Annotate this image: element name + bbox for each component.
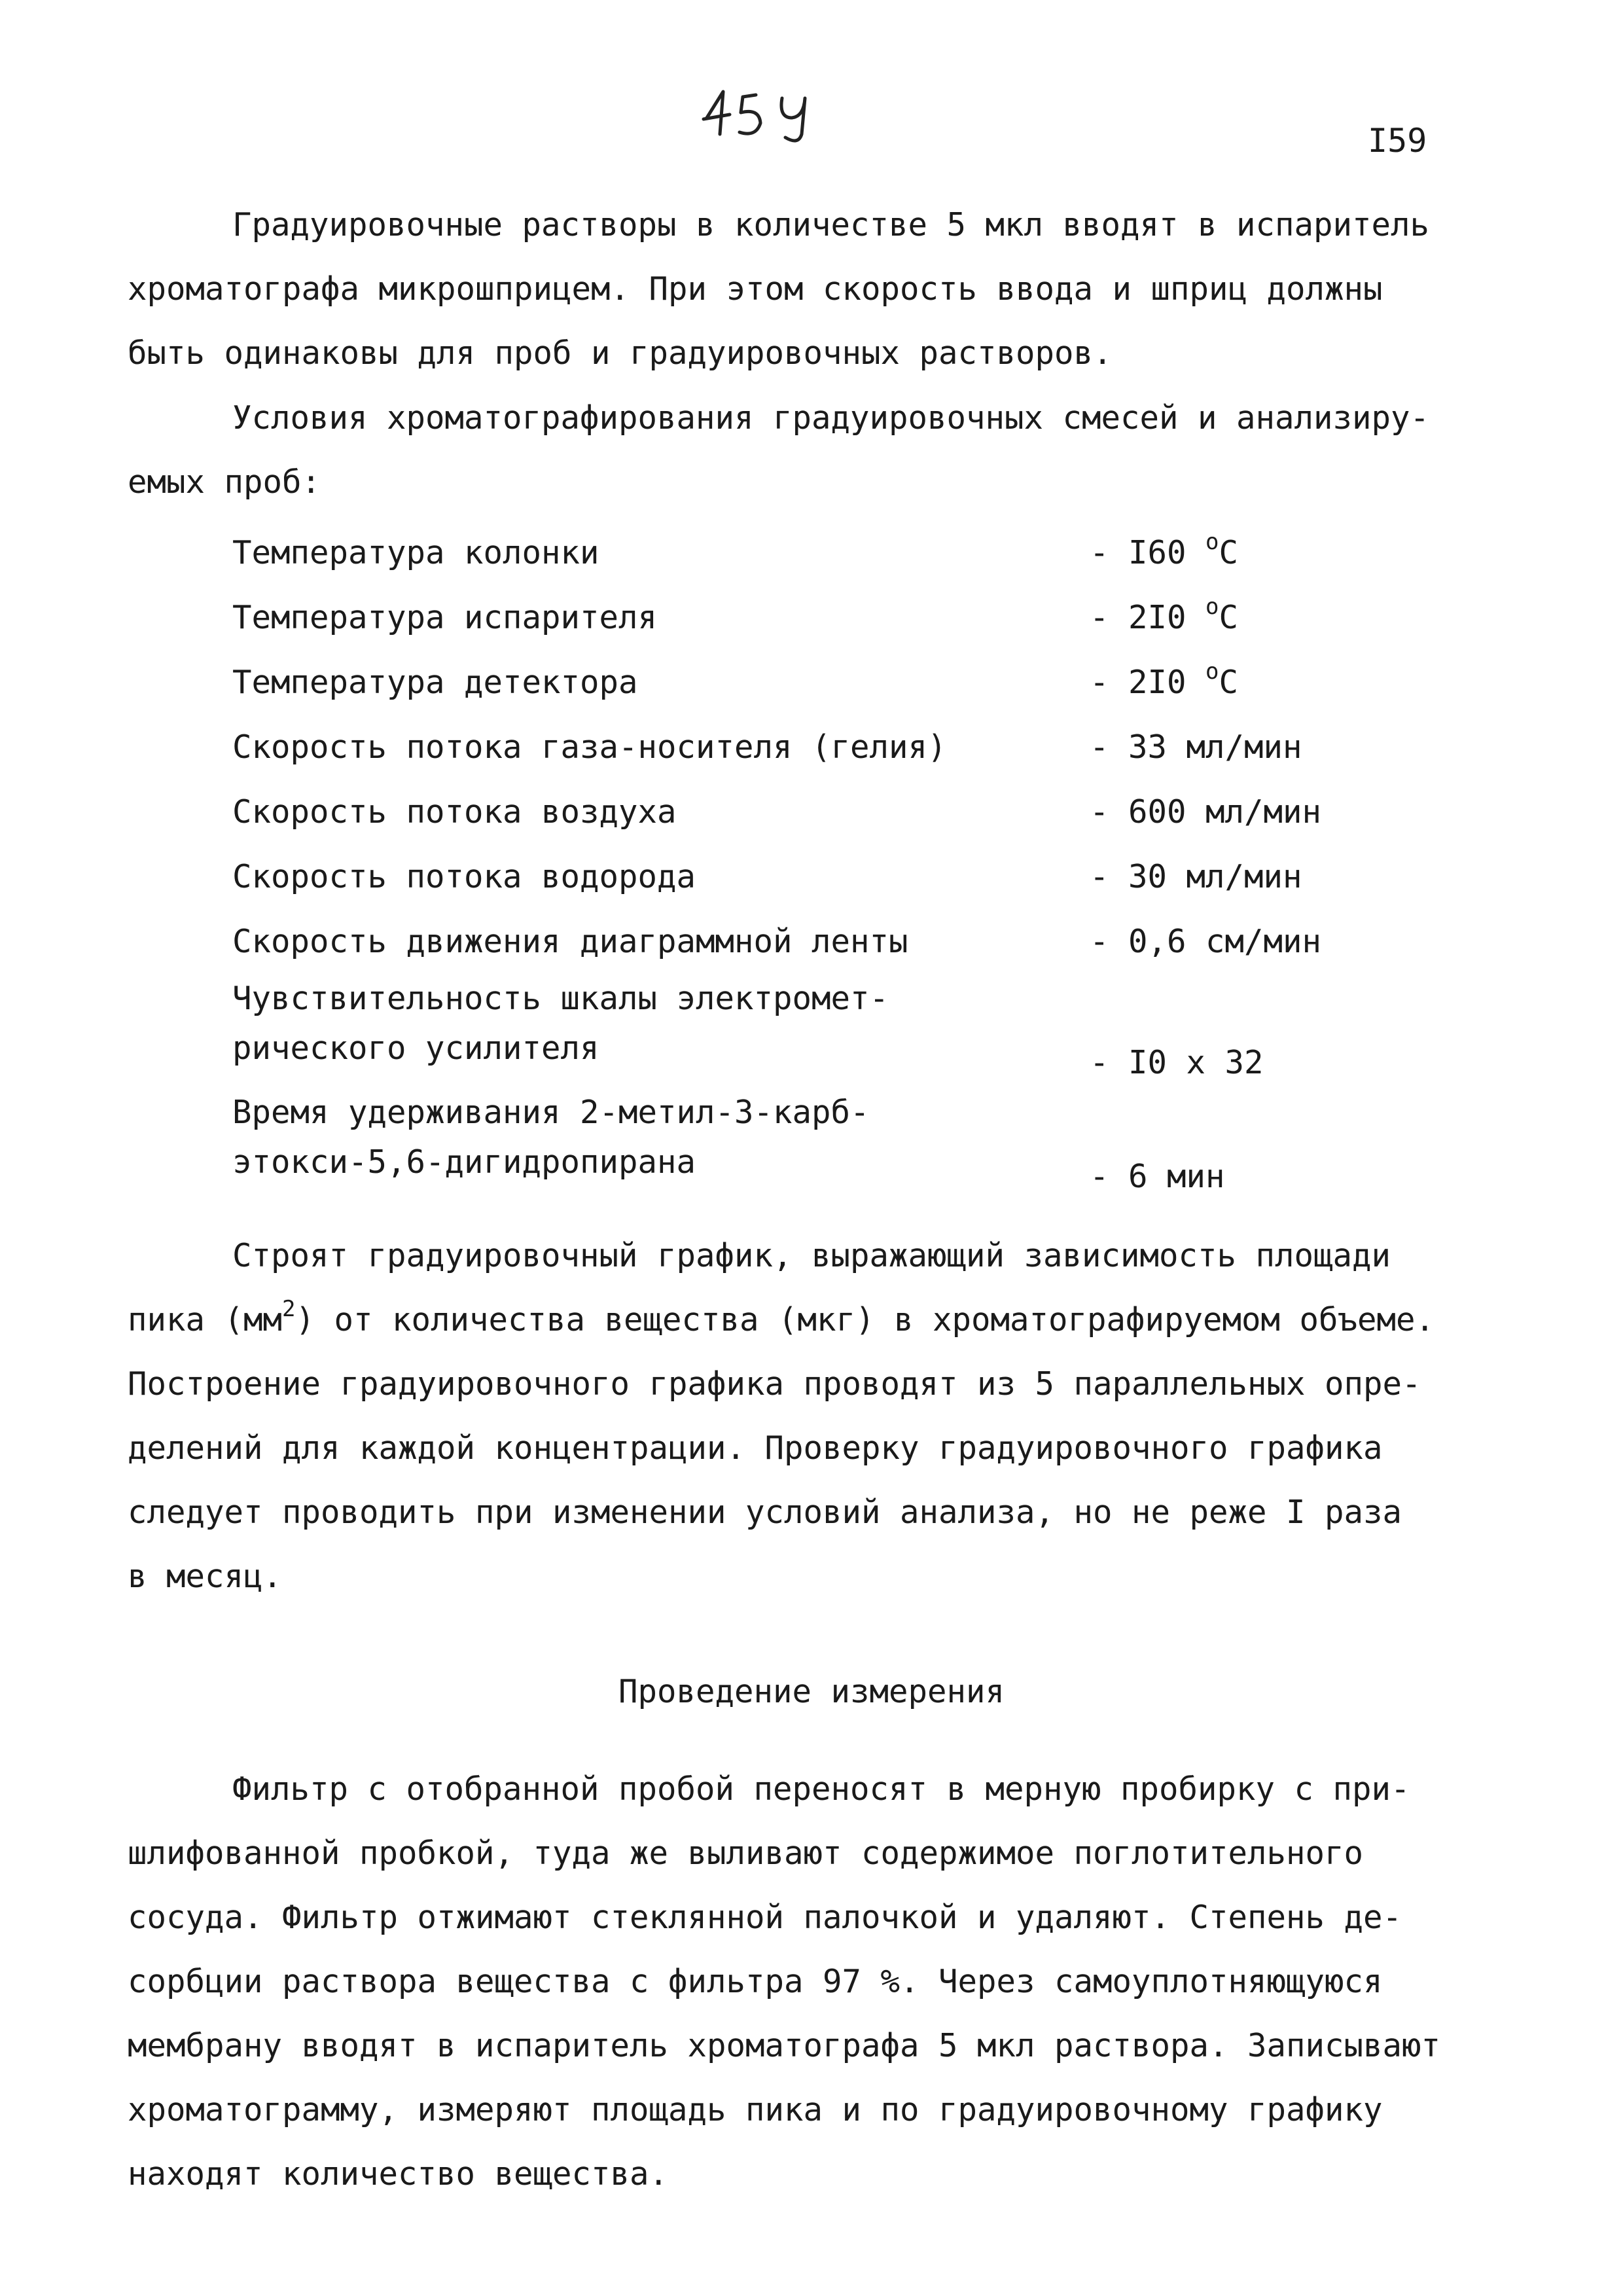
param-row-detector-temperature [232, 650, 1410, 715]
param-name: Скорость движения диаграммной ленты [232, 923, 908, 960]
text-line: следует проводить при изменении условий анализа, но не реже I раза [128, 1494, 1402, 1531]
param-value: - 6 мин [1090, 1158, 1225, 1195]
text-line: Градуировочные растворы в количестве 5 мкл вводят в испаритель [232, 206, 1430, 243]
text-line: емых проб: [128, 463, 321, 501]
paragraph-conditions-intro [128, 386, 1535, 514]
chromatography-conditions-list [232, 520, 1410, 1202]
text-line: сорбции раствора вещества с фильтра 97 %. Через самоуплотняющуюся [128, 1963, 1383, 2000]
section-heading: Проведение измерения [618, 1673, 1005, 1710]
param-value: - 600 мл/мин [1090, 793, 1322, 831]
param-value: - I0 х 32 [1090, 1044, 1264, 1081]
param-name: Чувствительность шкалы электромет- рического усилителя [232, 980, 889, 1067]
param-row-amplifier-sensitivity [232, 974, 1410, 1088]
param-value: - 33 мл/мин [1090, 728, 1302, 766]
param-name: Температура испарителя [232, 599, 658, 636]
param-name: Температура колонки [232, 534, 599, 571]
param-value: - I60 $^о$С [1090, 529, 1239, 571]
param-name: Время удерживания 2-метил-3-карб- этокси-5,6-дигидропирана [232, 1094, 870, 1181]
param-row-retention-time [232, 1088, 1410, 1202]
param-value: - 2I0 $^о$С [1090, 658, 1239, 701]
text-line: находят количество вещества. [128, 2155, 669, 2193]
text-line: в месяц. [128, 1558, 283, 1595]
param-row-air-flow [232, 780, 1410, 844]
text-line: шлифованной пробкой, туда же выливают содержимое поглотительного [128, 1835, 1364, 1872]
text-line: делений для каждой концентрации. Проверку градуировочного графика [128, 1429, 1383, 1467]
text-line: Фильтр с отобранной пробой переносят в мерную пробирку с при- [232, 1770, 1410, 1808]
param-row-carrier-gas-flow [232, 715, 1410, 780]
param-name: Скорость потока газа-носителя (гелия) [232, 728, 947, 766]
page-number: I59 [1368, 122, 1427, 160]
text-line: быть одинаковы для проб и градуировочных растворов. [128, 334, 1113, 372]
text-line: пика $(мм^2)$ от количества вещества (мкг) в хроматографируемом объеме. [128, 1296, 1435, 1338]
param-name: Скорость потока водорода [232, 858, 696, 895]
text-line: Условия хроматографирования градуировочных смесей и анализиру- [232, 399, 1430, 437]
text-line: сосуда. Фильтр отжимают стеклянной палочкой и удаляют. Степень де- [128, 1899, 1402, 1936]
text-line: Строят градуировочный график, выражающий зависимость площади [232, 1237, 1391, 1274]
paragraph-calibration-graph [128, 1224, 1535, 1609]
param-value: - 0,6 см/мин [1090, 923, 1322, 960]
handwritten-page-number [694, 72, 838, 144]
param-row-chart-speed [232, 909, 1410, 974]
text-line: Построение градуировочного графика проводят из 5 параллельных опре- [128, 1365, 1421, 1403]
param-value: - 30 мл/мин [1090, 858, 1302, 895]
paragraph-calibration-injection [128, 193, 1535, 386]
param-row-column-temperature [232, 520, 1410, 585]
paragraph-measurement [128, 1757, 1535, 2206]
param-value: - 2I0 $^о$С [1090, 594, 1239, 636]
param-name: Температура детектора [232, 664, 638, 701]
text-line: мембрану вводят в испаритель хроматографа 5 мкл раствора. Записывают [128, 2027, 1441, 2064]
param-row-hydrogen-flow [232, 844, 1410, 909]
text-line: хроматографа микрошприцем. При этом скорость ввода и шприц должны [128, 270, 1383, 308]
text-line: хроматограмму, измеряют площадь пика и по градуировочному графику [128, 2091, 1383, 2128]
param-name: Скорость потока воздуха [232, 793, 677, 831]
param-row-evaporator-temperature [232, 585, 1410, 650]
